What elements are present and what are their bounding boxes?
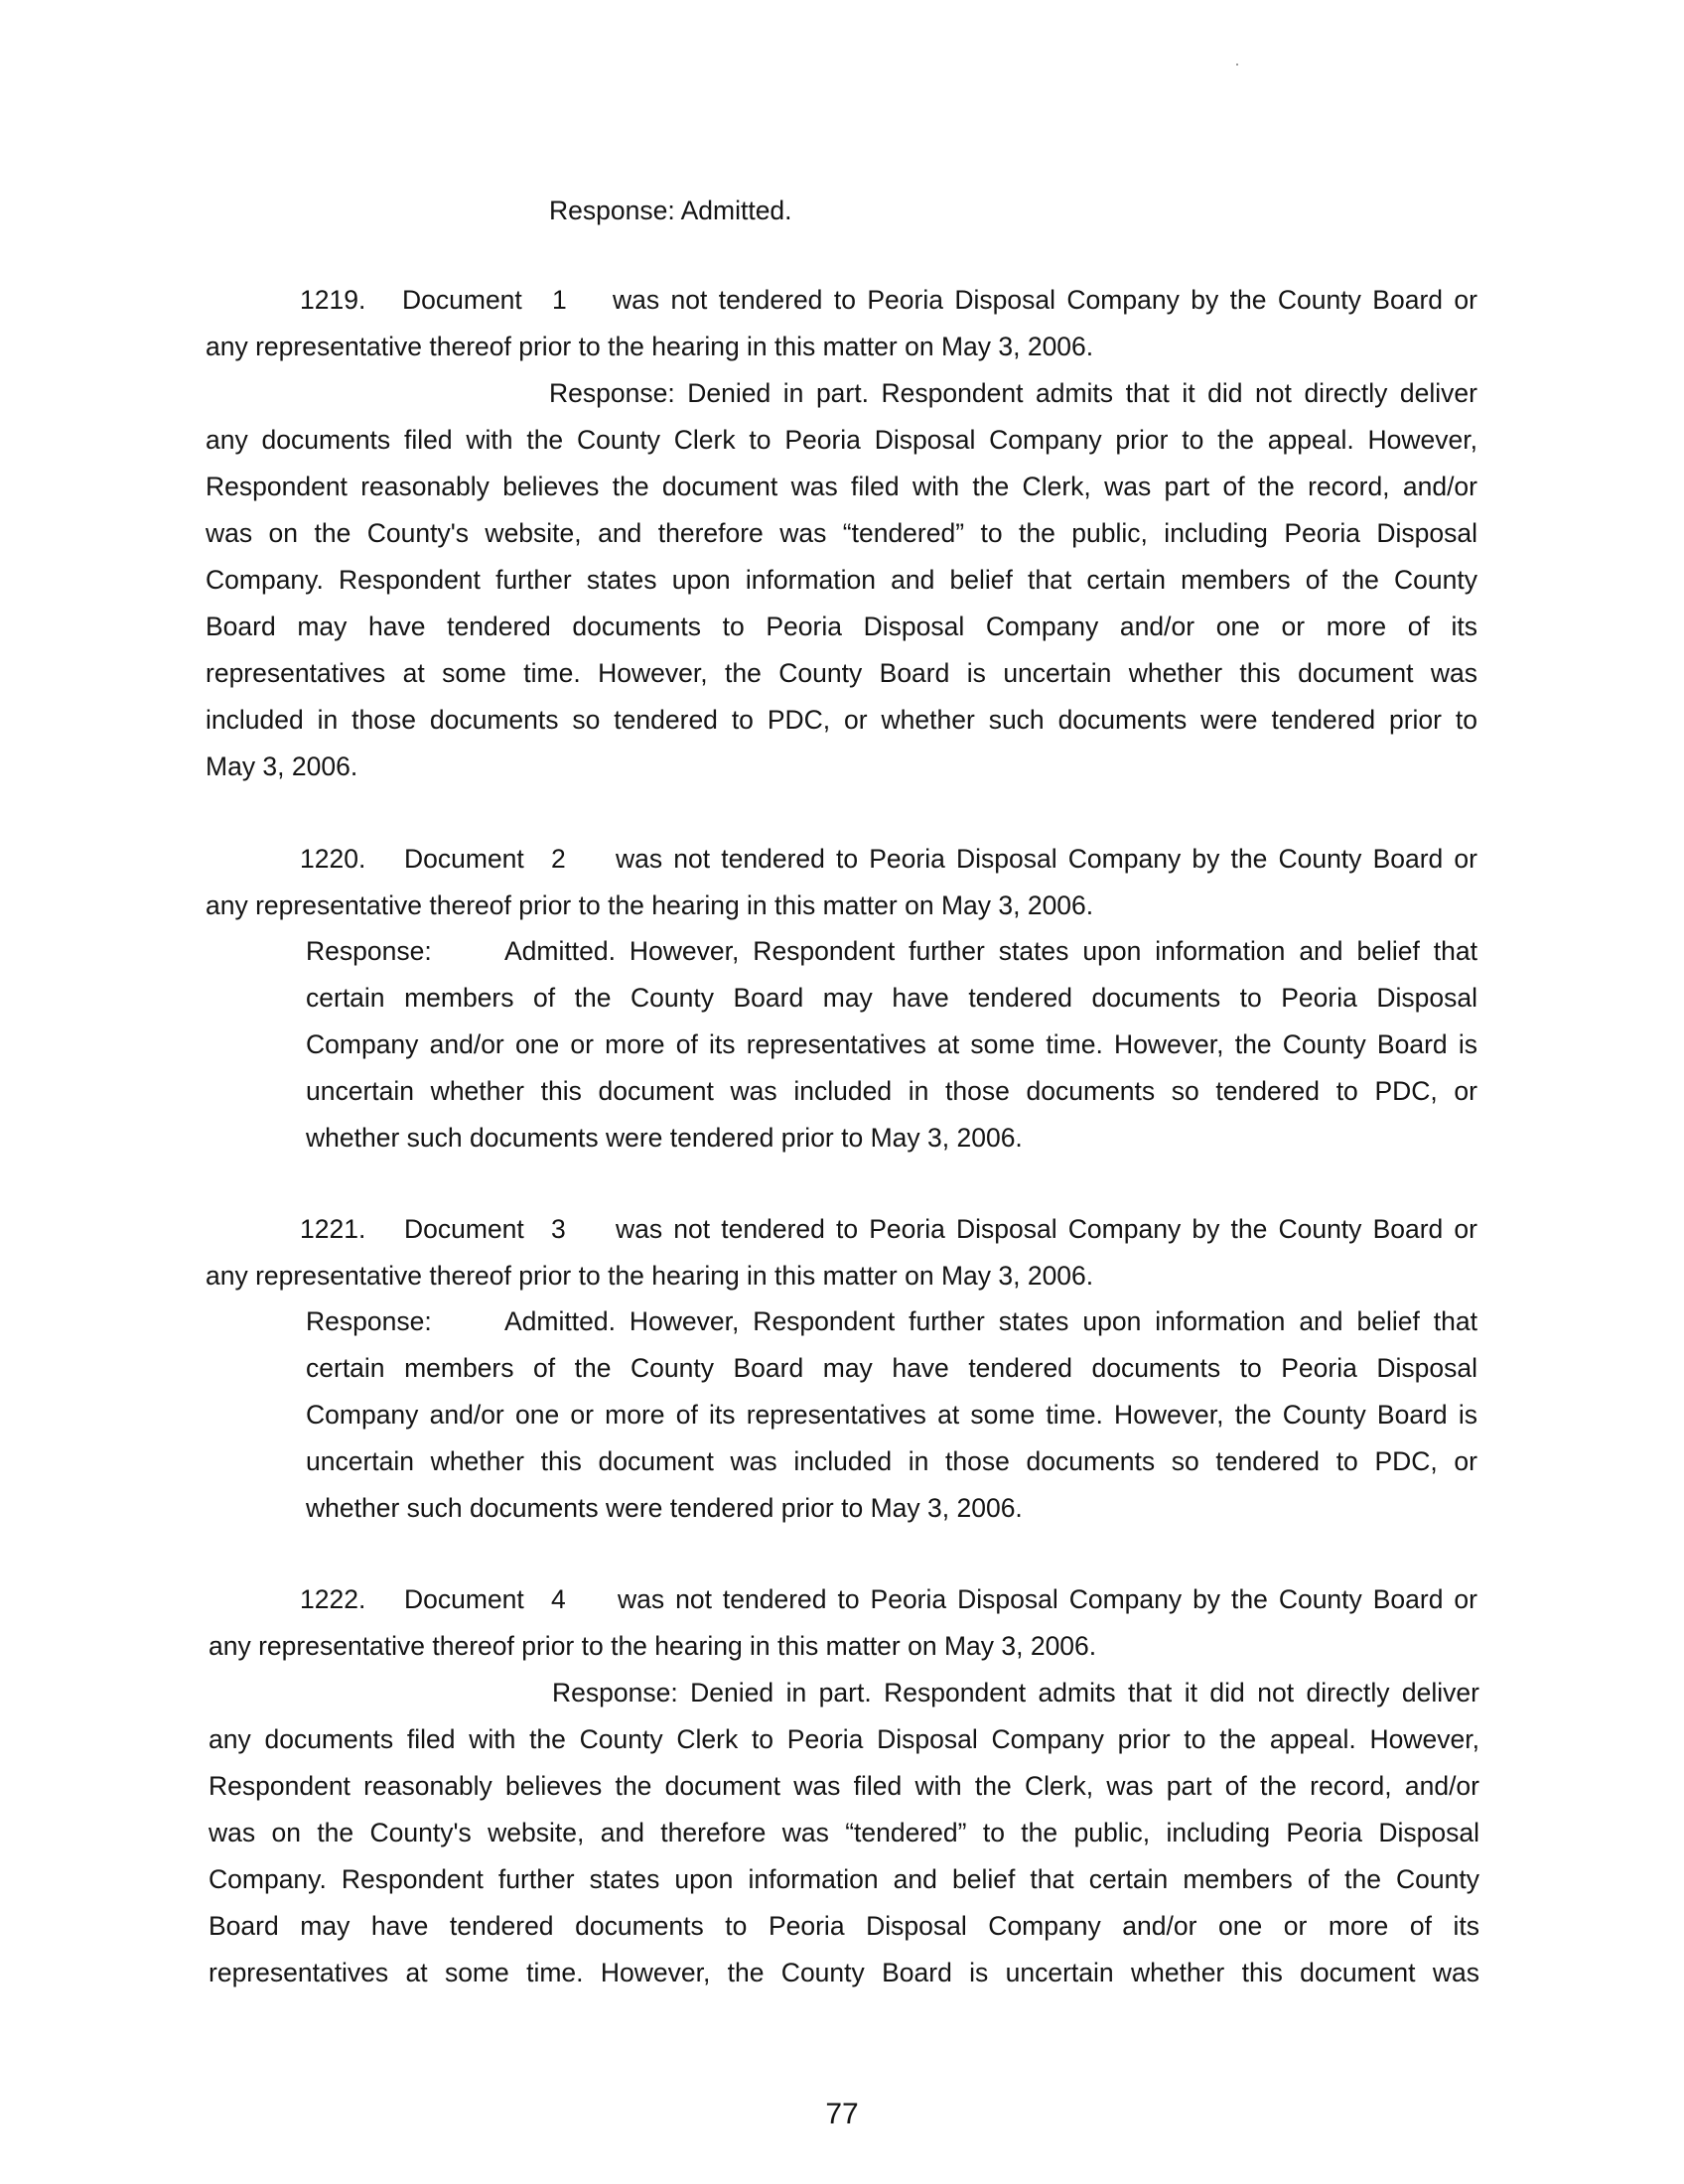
response-line: May 3, 2006. [206,751,358,781]
response-label: Response: [306,936,432,966]
statement-line: was not tendered to Peoria Disposal Company by the County Board or [616,844,1477,874]
response-line: Board may have tendered documents to Peoria Disposal Company and/or one or more of its [209,1911,1479,1941]
statement-line: any representative thereof prior to the hearing in this matter on May 3, 2006. [209,1631,1097,1661]
intro-response: Response: Admitted. [549,196,792,225]
paragraph-number: 1219. [300,285,366,315]
document-label: Document [404,1584,524,1614]
response-line: Admitted. However, Respondent further states upon information and belief that [504,936,1477,966]
response-line: whether such documents were tendered prior to May 3, 2006. [306,1493,1023,1523]
document-label: Document [402,285,522,315]
statement-line: any representative thereof prior to the hearing in this matter on May 3, 2006. [206,890,1094,920]
document-label: Document [404,1214,524,1244]
paragraph-number: 1222. [300,1584,366,1614]
response-label: Response: [306,1306,432,1336]
response-line: representatives at some time. However, the County Board is uncertain whether this document was [209,1958,1479,1987]
response-line: was on the County's website, and therefore was “tendered” to the public, including Peoria Disposal [209,1818,1479,1847]
response-line: uncertain whether this document was included in those documents so tendered to PDC, or [306,1076,1477,1106]
statement-line: any representative thereof prior to the hearing in this matter on May 3, 2006. [206,1261,1094,1291]
statement-line: any representative thereof prior to the hearing in this matter on May 3, 2006. [206,332,1094,361]
paragraph-number: 1221. [300,1214,366,1244]
page-number: 77 [825,2098,859,2130]
response-line: Response: Denied in part. Respondent admits that it did not directly deliver [549,378,1477,408]
response-line: representatives at some time. However, the County Board is uncertain whether this document was [206,658,1477,688]
document-label: Document [404,844,524,874]
scan-speck [1236,64,1238,66]
document-number: 1 [552,285,567,315]
statement-line: was not tendered to Peoria Disposal Company by the County Board or [618,1584,1477,1614]
response-line: Respondent reasonably believes the document was filed with the Clerk, was part of the record, and/or [209,1771,1479,1801]
response-line: certain members of the County Board may have tendered documents to Peoria Disposal [306,1353,1477,1383]
response-line: Company. Respondent further states upon information and belief that certain members of the County [209,1864,1479,1894]
paragraph-number: 1220. [300,844,366,874]
response-line: Board may have tendered documents to Peoria Disposal Company and/or one or more of its [206,612,1477,641]
response-line: was on the County's website, and therefore was “tendered” to the public, including Peoria Disposal [206,518,1477,548]
response-line: included in those documents so tendered to PDC, or whether such documents were tendered prior to [206,705,1477,735]
response-line: Company and/or one or more of its representatives at some time. However, the County Board is [306,1400,1477,1430]
statement-line: was not tendered to Peoria Disposal Company by the County Board or [613,285,1477,315]
response-line: Admitted. However, Respondent further states upon information and belief that [504,1306,1477,1336]
response-line: any documents filed with the County Clerk to Peoria Disposal Company prior to the appeal. However, [206,425,1477,455]
response-line: Response: Denied in part. Respondent admits that it did not directly deliver [552,1678,1479,1707]
document-number: 3 [551,1214,566,1244]
response-line: any documents filed with the County Clerk to Peoria Disposal Company prior to the appeal. However, [209,1724,1479,1754]
response-line: Company. Respondent further states upon information and belief that certain members of the County [206,565,1477,595]
response-line: Respondent reasonably believes the document was filed with the Clerk, was part of the record, and/or [206,472,1477,501]
response-line: uncertain whether this document was included in those documents so tendered to PDC, or [306,1446,1477,1476]
response-line: certain members of the County Board may have tendered documents to Peoria Disposal [306,983,1477,1013]
document-number: 2 [551,844,566,874]
response-line: whether such documents were tendered prior to May 3, 2006. [306,1123,1023,1153]
statement-line: was not tendered to Peoria Disposal Company by the County Board or [616,1214,1477,1244]
document-number: 4 [551,1584,566,1614]
response-line: Company and/or one or more of its representatives at some time. However, the County Board is [306,1029,1477,1059]
